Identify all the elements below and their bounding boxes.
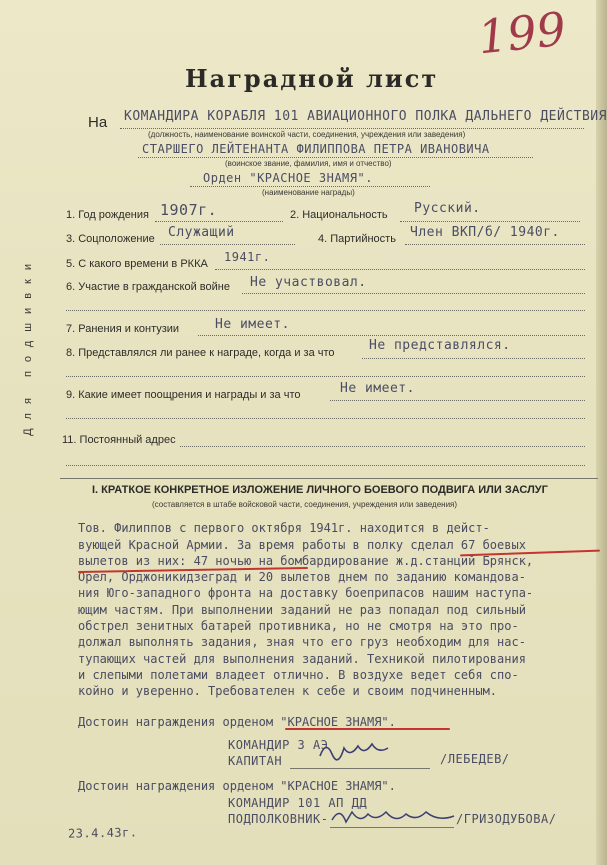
signer-2-rank: ПОДПОЛКОВНИК- — [228, 812, 329, 826]
paper-fold-edge — [596, 0, 607, 865]
field-party-line — [405, 244, 585, 245]
field-nationality-line — [400, 221, 580, 222]
recipient-position: КОМАНДИРА КОРАБЛЯ 101 АВИАЦИОННОГО ПОЛКА ДАЛЬНЕГО ДЕЙСТВИЯ — [124, 109, 607, 124]
field-civil-war-value: Не участвовал. — [250, 275, 367, 290]
document-date: 23.4.43г. — [67, 825, 138, 841]
field-civil-war-label: 6. Участие в гражданской войне — [66, 281, 230, 293]
field-army-since-value: 1941г. — [224, 250, 271, 264]
body-line: и слепыми полетами владеет отлично. В воздухе ведет себя спо- — [78, 668, 519, 682]
body-line: тупающих частей для выполнения заданий. Техникой пилотирования — [78, 652, 526, 666]
body-line: койно и уверенно. Требователен к себе и своим подчиненным. — [78, 684, 498, 698]
field-army-since-label: 5. С какого времени в РККА — [66, 258, 208, 270]
signer-2-title: КОМАНДИР 101 АП ДД — [228, 796, 368, 810]
body-line: вылетов из них: 47 ночью на бомбардирование ж.д.станций Брянск, — [78, 554, 534, 568]
field-wounds-line — [198, 335, 585, 336]
body-line: ющим частям. При выполнении заданий не раз попадал под сильный — [78, 603, 526, 617]
signer-2-line — [330, 827, 454, 828]
field-wounds-value: Не имеет. — [215, 317, 290, 332]
field-previous-awards-line — [362, 358, 585, 359]
recipient-caption: (должность, наименование воинской части, соединения, учреждения или заведения) — [148, 130, 466, 139]
signer-1-line — [290, 768, 430, 769]
field-nationality-label: 2. Национальность — [290, 209, 388, 221]
archive-number: 199 — [475, 1, 569, 65]
field-party-value: Член ВКП/б/ 1940г. — [410, 225, 560, 240]
signer-1-name: /ЛЕБЕДЕВ/ — [440, 752, 510, 766]
field-honors-line-2 — [66, 418, 585, 419]
body-line: должал выполнять задания, зная что его груз необходим для нас- — [78, 635, 526, 649]
signer-1-title: КОМАНДИР 3 АЭ — [228, 738, 329, 752]
field-honors-value: Не имеет. — [340, 381, 415, 396]
field-previous-awards-line-2 — [66, 376, 585, 377]
field-previous-awards-label: 8. Представлялся ли ранее к награде, когда и за что — [66, 347, 335, 359]
field-social-label: 3. Соцположение — [66, 233, 155, 245]
field-army-since-line — [215, 269, 585, 270]
rank-line — [138, 157, 533, 158]
signer-2-name: /ГРИЗОДУБОВА/ — [456, 812, 557, 826]
to-prefix: На — [88, 114, 108, 131]
body-line: вующей Красной Армии. За время работы в полку сделал 67 боевых — [78, 538, 526, 552]
field-social-line — [160, 244, 295, 245]
field-birth-year-value: 1907г. — [160, 201, 218, 219]
body-line: ния Юго-западного фронта на доставку боеприпасов нашим наступа- — [78, 586, 534, 600]
body-line: Орел, Орджоникидзеград и 20 вылетов днем по заданию командова- — [78, 570, 526, 584]
recommendation-1: Достоин награждения орденом "КРАСНОЕ ЗНАМЯ". — [78, 715, 396, 729]
signer-2-signature — [330, 804, 460, 834]
field-nationality-value: Русский. — [414, 201, 481, 216]
award-name: Орден "КРАСНОЕ ЗНАМЯ". — [203, 171, 373, 185]
signature-mark — [318, 738, 398, 764]
field-address-line-2 — [66, 465, 585, 466]
field-honors-line — [330, 400, 585, 401]
field-wounds-label: 7. Ранения и контузии — [66, 323, 180, 335]
recipient-line — [120, 128, 584, 129]
section-divider — [60, 478, 598, 479]
recipient-rank-name: СТАРШЕГО ЛЕЙТЕНАНТА ФИЛИППОВА ПЕТРА ИВАНОВИЧА — [142, 142, 490, 156]
field-birth-year-line — [155, 221, 283, 222]
signer-1-signature — [318, 738, 398, 768]
section-heading: I. КРАТКОЕ КОНКРЕТНОЕ ИЗЛОЖЕНИЕ ЛИЧНОГО БОЕВОГО ПОДВИГА ИЛИ ЗАСЛУГ — [92, 484, 548, 496]
recommendation-2: Достоин награждения орденом "КРАСНОЕ ЗНАМЯ". — [78, 779, 396, 793]
field-party-label: 4. Партийность — [318, 233, 396, 245]
rank-caption: (воинское звание, фамилия, имя и отчество) — [225, 159, 392, 168]
field-social-value: Служащий — [168, 225, 235, 240]
award-line — [190, 186, 430, 187]
body-line: обстрел зенитных батарей противника, но не смотря на это про- — [78, 619, 519, 633]
page-title: Наградной лист — [185, 64, 439, 93]
award-caption: (наименование награды) — [262, 188, 355, 197]
field-previous-awards-value: Не представлялся. — [369, 338, 511, 353]
body-line: Тов. Филиппов с первого октября 1941г. находится в дейст- — [78, 521, 490, 535]
field-address-label: 11. Постоянный адрес — [62, 434, 176, 446]
field-birth-year-label: 1. Год рождения — [66, 209, 149, 221]
field-civil-war-line — [242, 293, 585, 294]
field-honors-label: 9. Какие имеет поощрения и награды и за что — [66, 389, 301, 401]
signer-1-rank: КАПИТАН — [228, 754, 283, 768]
binding-margin-label: Для подшивки — [22, 255, 34, 436]
section-caption: (составляется в штабе войсковой части, соединения, учреждения или заведения) — [152, 500, 458, 509]
field-civil-war-line-2 — [66, 310, 585, 311]
field-address-line — [180, 446, 585, 447]
